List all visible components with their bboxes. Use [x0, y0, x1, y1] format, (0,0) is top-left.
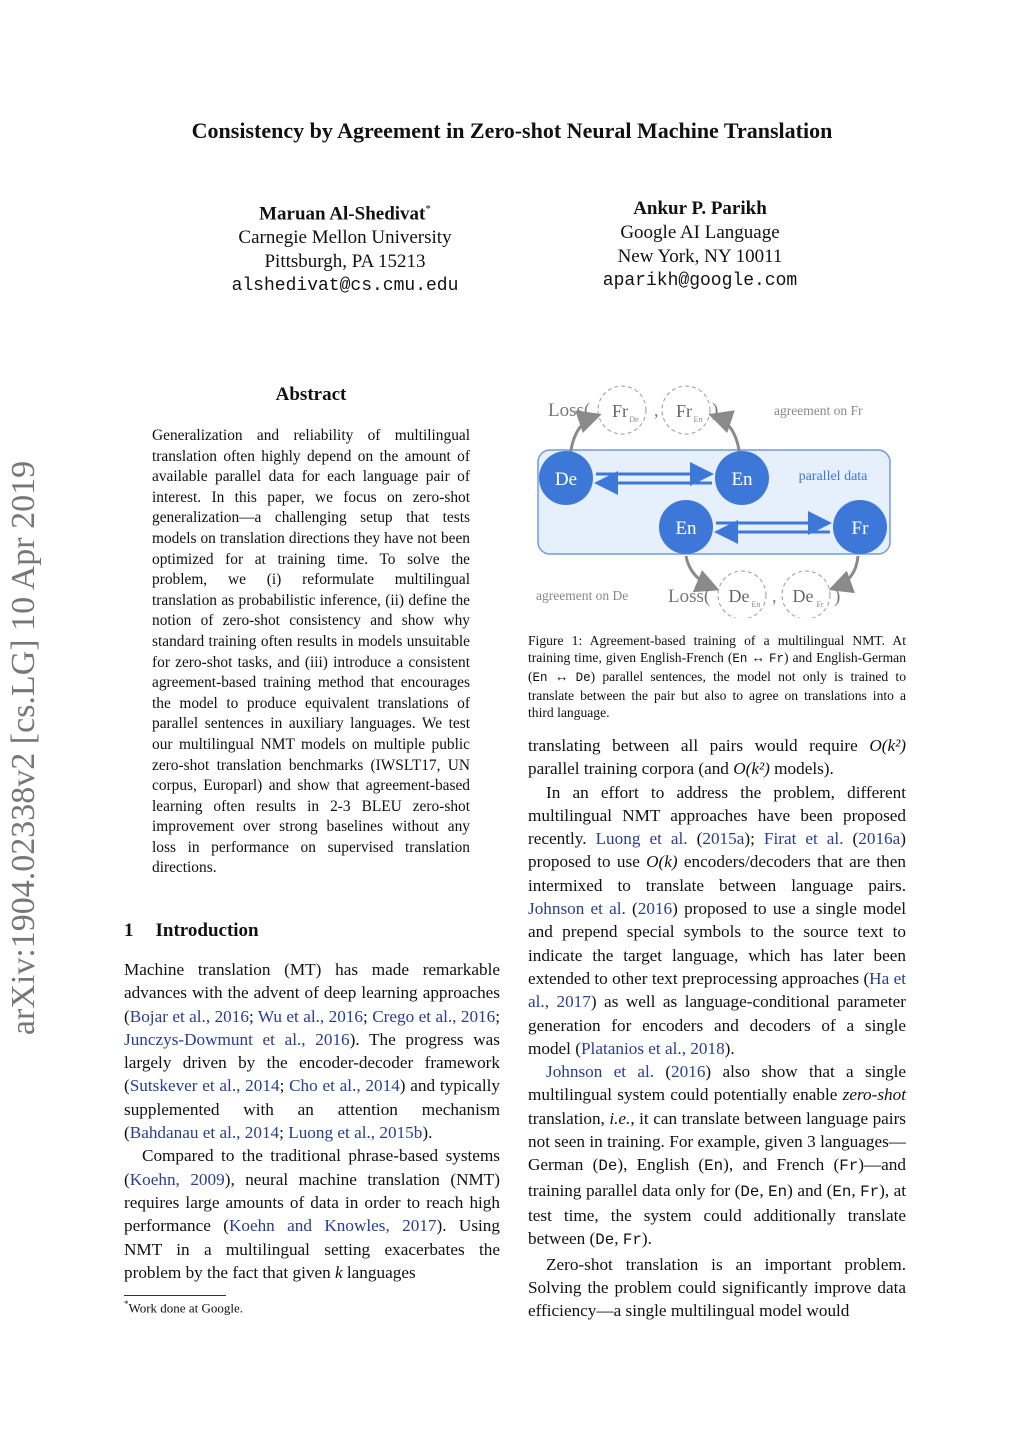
citation-link[interactable]: Luong et al., 2015b [288, 1123, 423, 1143]
citation-link[interactable]: 2016 [671, 1062, 706, 1082]
citation-link[interactable]: Firat et al. [763, 829, 844, 849]
agreement-on-fr-label: agreement on Fr [774, 403, 863, 418]
paper-title: Consistency by Agreement in Zero-shot Neural Machine Translation [191, 118, 833, 143]
section-title: Introduction [155, 920, 259, 941]
node-subscript: De [629, 415, 639, 424]
footnote-rule [124, 1295, 226, 1296]
loss-comma: , [654, 400, 659, 420]
agreement-arrow [834, 556, 858, 588]
parallel-data-label: parallel data [798, 469, 868, 484]
intro-paragraph-1: Machine translation (MT) has made remarkable advances with the advent of deep learning approaches (Bojar et al., 2016; Wu et al., 2016; Crego et al., 2016; Junczys-Dowmunt et al., 2016). The progress was largely driven by the encoder-decoder framework (Sutskever et al., 2014; Cho et al., 2014) and typically supplemented with an attention mechanism (Bahdanau et al., 2014; Luong et al., 2015b). [124, 960, 501, 1143]
abstract-heading: Abstract [275, 384, 347, 405]
node-subscript: Fr [816, 600, 824, 609]
author-location: Pittsburgh, PA 15213 [264, 251, 426, 273]
citation-link[interactable]: 2016a [858, 829, 901, 849]
loss-label-bottom: Loss( [668, 586, 711, 607]
node-label: De [792, 586, 814, 606]
paragraph: translating between all pairs would require O(k²) parallel training corpora (and O(k²) models). [528, 736, 906, 779]
citation-link[interactable]: Koehn, 2009 [129, 1169, 225, 1189]
paragraph: In an effort to address the problem, different multilingual NMT approaches have been proposed recently. Luong et al. (2015a); Firat et al. (2016a) proposed to use O(k) encoders/decoders that are then intermixed to translate between language pairs. Johnson et al. (2016) proposed to use a single model and prepend special symbols to the source text to indicate the target language, which has later been extended to other text preprocessing approaches (Ha et al., 2017) as well as language-conditional parameter generation for encoders and decoders of a single model (Platanios et al., 2018). [528, 782, 907, 1058]
citation-link[interactable]: Koehn and Knowles, 2017 [228, 1216, 437, 1236]
author-block-2 [540, 197, 860, 293]
node-label: Fr [851, 518, 869, 539]
paragraph: Johnson et al. (2016) also show that a single multilingual system could potentially enable zero-shot translation, i.e., it can translate between language pairs not seen in training. For example, given 3 languages—German (De), English (En), and French (Fr)—and training parallel data only for (De, En) and (En, Fr), at test time, the system could additionally translate between (De, Fr). [528, 1062, 907, 1250]
citation-link[interactable]: Crego et al., 2016 [372, 1006, 496, 1026]
agreement-arrow [686, 556, 714, 588]
node-label: De [728, 586, 750, 606]
paragraph: Zero-shot translation is an important problem. Solving the problem could significantly improve data efficiency—a single multilingual model would [528, 1254, 906, 1321]
figure-1-caption: Figure 1: Agreement-based training of a multilingual NMT. At training time, given English-French (En ↔ Fr) and English-German (En ↔ De) parallel sentences, the model not only is trained to translate between the pair but also to agree on translations into a third language. [528, 633, 906, 720]
node-label: En [675, 518, 697, 539]
citation-link[interactable]: Johnson et al. [528, 899, 626, 919]
figure-1-diagram [528, 378, 908, 618]
section-number: 1 [124, 920, 134, 941]
abstract-text: Generalization and reliability of multilingual translation often highly depend on the amount of available parallel data for each language pair of interest. In this paper, we focus on zero-shot generalization—a challenging setup that tests models on translation directions they have not been optimized for at training time. To solve the problem, we (i) reformulate multilingual translation as probabilistic inference, (ii) define the notion of zero-shot consistency and show why standard training often results in models unsuitable for zero-shot tasks, and (iii) introduce a consistent agreement-based training method that encourages the model to produce equivalent translations of parallel sentences in auxiliary languages. We test our multilingual NMT models on multiple public zero-shot translation benchmarks (IWSLT17, UN corpus, Europarl) and show that agreement-based learning often results in 2-3 BLEU zero-shot improvement over strong baselines without any loss in performance on supervised translation directions. [152, 427, 470, 877]
intro-paragraph-2: Compared to the traditional phrase-based systems (Koehn, 2009), neural machine translation (NMT) requires large amounts of data in order to reach high performance (Koehn and Knowles, 2017). Using NMT in a multilingual setting exacerbates the problem by the fact that given k languages [124, 1146, 501, 1282]
citation-link[interactable]: Bahdanau et al., 2014 [129, 1123, 280, 1143]
node-label: Fr [611, 401, 629, 421]
citation-link[interactable]: Wu et al., 2016 [257, 1006, 363, 1026]
author-name: Maruan Al-Shedivat [259, 203, 426, 225]
footnote: *Work done at Google. [124, 1299, 243, 1316]
citation-link[interactable]: Junczys-Dowmunt et al., 2016 [124, 1029, 350, 1049]
arxiv-identifier: arXiv:1904.02338v2 [cs.LG] 10 Apr 2019 [5, 460, 42, 1036]
author-location: New York, NY 10011 [617, 246, 783, 267]
loss-close: ) [712, 400, 719, 421]
node-label: De [554, 469, 578, 490]
citation-link[interactable]: 2016 [637, 899, 673, 919]
loss-close: ) [834, 586, 841, 607]
citation-link[interactable]: Johnson et al. [546, 1062, 655, 1082]
author-email: alshedivat@cs.cmu.edu [231, 276, 459, 297]
author-name: Ankur P. Parikh [633, 198, 767, 219]
citation-link[interactable]: Sutskever et al., 2014 [129, 1076, 280, 1096]
intro-right-column [528, 734, 906, 1322]
citation-link[interactable]: Luong et al. [595, 829, 688, 849]
citation-link[interactable]: Platanios et al., 2018 [580, 1038, 725, 1058]
agreement-on-de-label: agreement on De [536, 588, 629, 603]
citation-link[interactable]: 2015a [702, 829, 745, 849]
loss-label-top: Loss( [548, 400, 591, 421]
node-label: En [731, 469, 753, 490]
loss-comma: , [772, 586, 777, 606]
node-subscript: En [693, 415, 703, 424]
citation-link[interactable]: Cho et al., 2014 [289, 1076, 400, 1096]
node-subscript: En [751, 600, 761, 609]
citation-link[interactable]: Ha et al., 2017 [528, 968, 906, 1012]
author-affiliation: Google AI Language [620, 222, 780, 243]
author-block-1 [200, 197, 490, 298]
section-heading [124, 920, 259, 942]
intro-left-column [124, 958, 500, 1284]
node-label: Fr [675, 401, 693, 421]
author-affiliation: Carnegie Mellon University [238, 227, 452, 249]
author-footnote-mark: * [425, 203, 431, 215]
author-email: aparikh@google.com [602, 271, 798, 291]
citation-link[interactable]: Bojar et al., 2016 [129, 1006, 249, 1026]
